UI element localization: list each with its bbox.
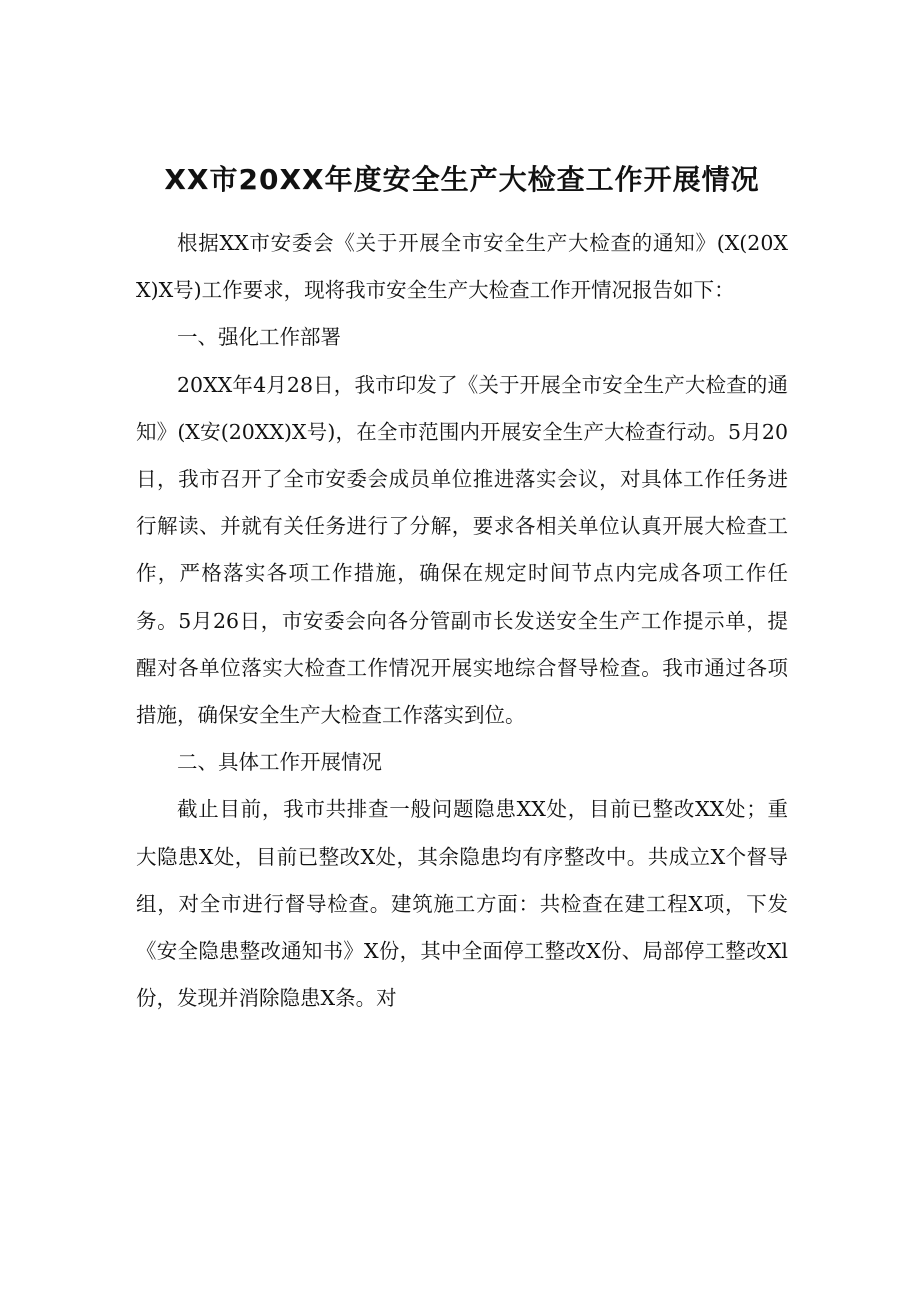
intro-paragraph: 根据XX市安委会《关于开展全市安全生产大检查的通知》(X(20XX)X号)工作要求，现将我市安全生产大检查工作开情况报告如下： — [136, 231, 788, 303]
section-heading-1: 一、强化工作部署 — [177, 325, 341, 350]
document-title: XX市20XX年度安全生产大检查工作开展情况 — [164, 163, 760, 196]
section-heading-2: 二、具体工作开展情况 — [177, 750, 382, 775]
document-page — [136, 150, 788, 1022]
section-2-paragraph: 截止目前，我市共排查一般问题隐患XX处，目前已整改XX处；重大隐患X处，目前已整改X处，其余隐患均有序整改中。共成立X个督导组，对全市进行督导检查。建筑施工方面：共检查在建工程X项，下发《安全隐患整改通知书》X份，其中全面停工整改X份、局部停工整改Xl份，发现并消除隐患X条。对 — [136, 797, 788, 1011]
section-1-paragraph: 20XX年4月28日，我市印发了《关于开展全市安全生产大检查的通知》(X安(20XX)X号)，在全市范围内开展安全生产大检查行动。5月20日，我市召开了全市安委会成员单位推进落实会议，对具体工作任务进行解读、并就有关任务进行了分解，要求各相关单位认真开展大检查工作，严格落实各项工作措施，确保在规定时间节点内完成各项工作任务。5月26日，市安委会向各分管副市长发送安全生产工作提示单，提醒对各单位落实大检查工作情况开展实地综合督导检查。我市通过各项措施，确保安全生产大检查工作落实到位。 — [136, 372, 788, 728]
